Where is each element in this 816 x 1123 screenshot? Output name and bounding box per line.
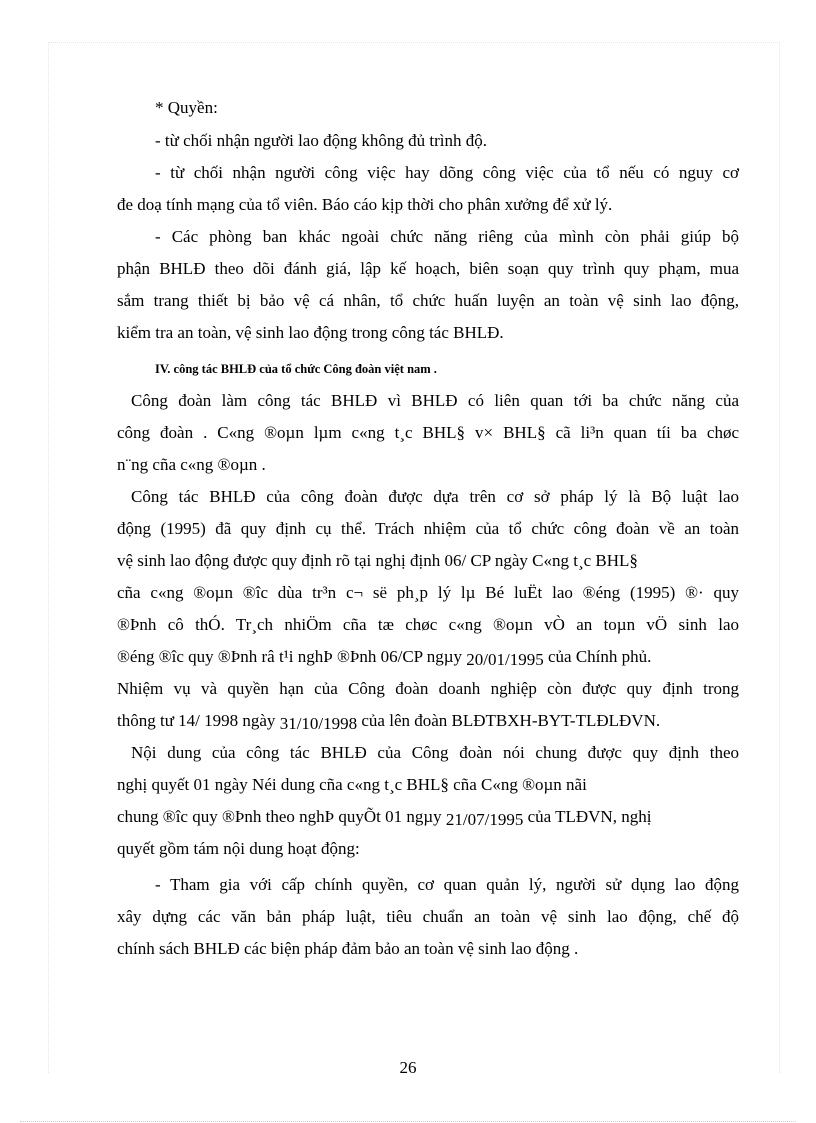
text-line	[117, 646, 651, 668]
text-line: công đoàn . C«ng ®oµn lµm c«ng t¸c BHL§ v× BHL§ cã li³n quan tíi ba chøc	[117, 423, 739, 442]
text-line: kiểm tra an toàn, vệ sinh lao động trong công tác BHLĐ.	[117, 323, 504, 342]
date-value: 20/01/1995	[466, 650, 544, 669]
text-line: Công đoàn làm công tác BHLĐ vì BHLĐ có liên quan tới ba chức năng của	[131, 391, 739, 410]
text-line: cña c«ng ®oµn ®îc dùa tr³n c¬ së ph¸p lý lµ Bé luËt lao ®éng (1995) ®· quy	[117, 583, 739, 602]
text-line	[117, 710, 660, 732]
text-line: vệ sinh lao động được quy định rõ tại nghị định 06/ CP ngày C«ng t¸c BHL§	[117, 551, 638, 570]
date-value: 31/10/1998	[279, 714, 358, 733]
text-line: xây dựng các văn bản pháp luật, tiêu chuẩn an toàn vệ sinh lao động, chế độ	[117, 907, 739, 926]
text-line: * Quyền:	[155, 98, 218, 117]
text-line: Nội dung của công tác BHLĐ của Công đoàn nói chung được quy định theo	[131, 743, 739, 762]
legacy-text: chung ®îc quy ®Þnh theo nghÞ quyÕt 01 ngµy	[117, 807, 442, 826]
text-line: sắm trang thiết bị bảo vệ cá nhân, tổ chức huấn luyện an toàn vệ sinh lao động,	[117, 291, 739, 310]
date-value: 21/07/1995	[445, 810, 524, 829]
text-line: nghị quyết 01 ngày Néi dung cña c«ng t¸c BHL§ cña C«ng ®oµn nãi	[117, 775, 587, 794]
text-line	[117, 806, 651, 828]
text-fragment: của lên đoàn BLĐTBXH-BYT-TLĐLĐVN.	[361, 711, 661, 730]
text-line: đe doạ tính mạng của tổ viên. Báo cáo kịp thời cho phân xưởng để xử lý.	[117, 195, 613, 214]
text-line: chính sách BHLĐ các biện pháp đảm bảo an toàn vệ sinh lao động .	[117, 939, 579, 958]
page-bottom-rule	[20, 1121, 796, 1122]
text-line: Nhiệm vụ và quyền hạn của Công đoàn doanh nghiệp còn được quy định trong	[117, 679, 739, 698]
text-line: - từ chối nhận người công việc hay dõng công việc của tổ nếu có nguy cơ	[155, 163, 739, 182]
text-line: Công tác BHLĐ của công đoàn được dựa trên cơ sở pháp lý là Bộ luật lao	[131, 487, 739, 506]
page-number: 26	[399, 1058, 417, 1077]
section-heading: IV. công tác BHLĐ của tổ chức Công đoàn việt nam .	[155, 362, 437, 376]
text-line: - Tham gia với cấp chính quyền, cơ quan quản lý, người sử dụng lao động	[155, 875, 739, 894]
text-line: - Các phòng ban khác ngoài chức năng riêng của mình còn phải giúp bộ	[155, 227, 739, 246]
text-fragment: của TLĐVN, nghị	[527, 807, 652, 826]
text-line: động (1995) đã quy định cụ thể. Trách nhiệm của tổ chức công đoàn về an toàn	[117, 519, 739, 538]
text-line: quyết gồm tám nội dung hoạt động:	[117, 839, 360, 858]
text-line: - từ chối nhận người lao động không đủ trình độ.	[155, 131, 487, 150]
text-fragment: thông tư 14/ 1998 ngày	[117, 711, 276, 730]
text-fragment: của Chính phủ.	[547, 647, 652, 666]
legacy-text: ®éng ®îc quy ®Þnh râ t¹i nghÞ ®Þnh 06/CP ngµy	[117, 647, 463, 666]
text-line: n¨ng cña c«ng ®oµn .	[117, 455, 266, 474]
text-line: phận BHLĐ theo dõi đánh giá, lập kế hoạch, biên soạn quy trình quy phạm, mua	[117, 259, 739, 278]
text-line: ®Þnh cô thÓ. Tr¸ch nhiÖm cña tæ chøc c«ng ®oµn vÒ an toµn vÖ sinh lao	[117, 615, 739, 634]
